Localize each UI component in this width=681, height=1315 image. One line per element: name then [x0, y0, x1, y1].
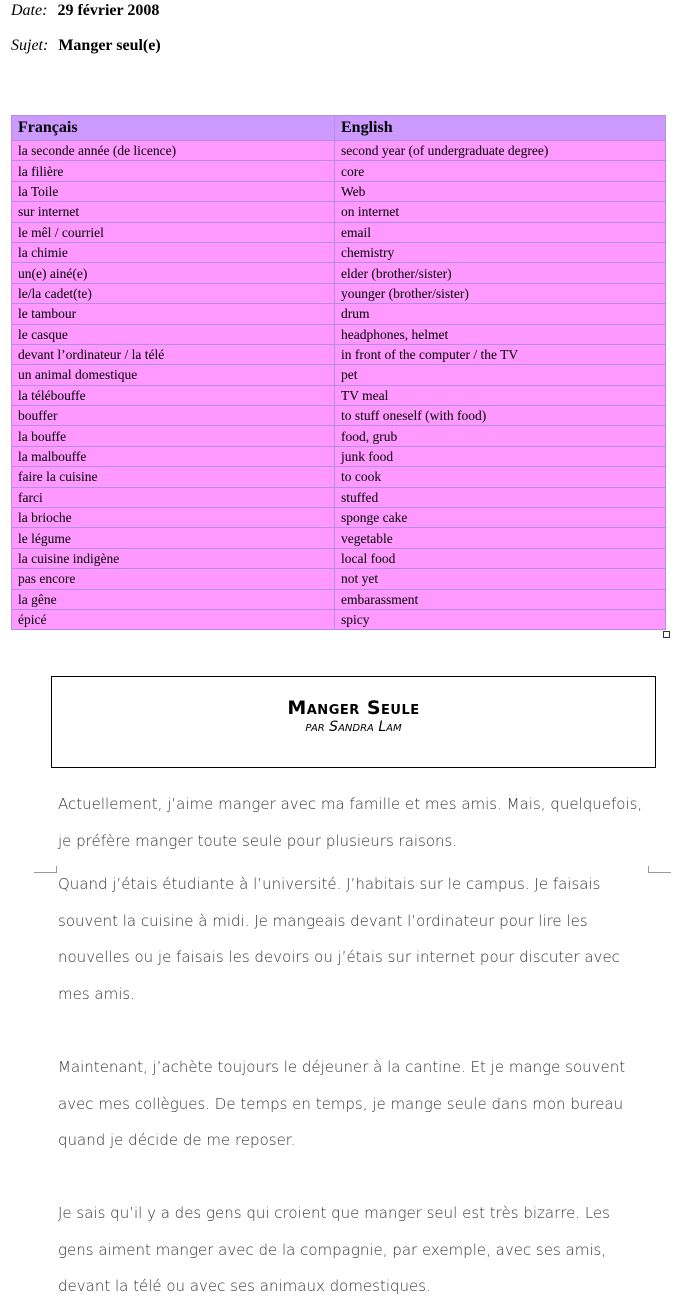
- table-cell-english: in front of the computer / the TV: [335, 344, 666, 364]
- subject-value: Manger seul(e): [58, 37, 161, 54]
- table-cell-english: second year (of undergraduate degree): [335, 141, 666, 161]
- article-paragraph: Je sais qu’il y a des gens qui croient que manger seul est très bizarre. Les gens aiment manger avec de la compagnie, par exemple, avec ses amis, devant la télé ou avec ses animaux domestiques.: [58, 1204, 610, 1296]
- page-margin-mark-right: [648, 866, 671, 873]
- table-row: [12, 141, 666, 161]
- table-row: [12, 548, 666, 568]
- subject-line: [11, 37, 161, 55]
- article-paragraph: Actuellement, j’aime manger avec ma famille et mes amis. Mais, quelquefois, je préfère manger toute seule pour plusieurs raisons.: [58, 795, 643, 850]
- table-cell-french: devant l’ordinateur / la télé: [12, 344, 335, 364]
- date-label: Date:: [11, 2, 48, 19]
- table-row: [12, 161, 666, 181]
- table-cell-french: sur internet: [12, 202, 335, 222]
- article-title: Manger Seule: [287, 697, 420, 719]
- table-row: [12, 508, 666, 528]
- table-cell-english: junk food: [335, 446, 666, 466]
- table-cell-english: Web: [335, 181, 666, 201]
- table-cell-english: not yet: [335, 569, 666, 589]
- table-row: [12, 365, 666, 385]
- table-cell-english: stuffed: [335, 487, 666, 507]
- table-cell-english: email: [335, 222, 666, 242]
- table-header-row: [12, 116, 666, 141]
- table-row: [12, 609, 666, 629]
- table-cell-english: core: [335, 161, 666, 181]
- date-line: [11, 2, 159, 20]
- table-cell-english: TV meal: [335, 385, 666, 405]
- table-cell-english: elder (brother/sister): [335, 263, 666, 283]
- table-row: [12, 304, 666, 324]
- table-cell-french: la cuisine indigène: [12, 548, 335, 568]
- table-cell-english: drum: [335, 304, 666, 324]
- table-cell-french: la Toile: [12, 181, 335, 201]
- table-row: [12, 242, 666, 262]
- table-cell-french: la chimie: [12, 242, 335, 262]
- table-cell-english: spicy: [335, 609, 666, 629]
- table-cell-french: bouffer: [12, 406, 335, 426]
- table-cell-french: le/la cadet(te): [12, 283, 335, 303]
- article-paragraph: Maintenant, j’achète toujours le déjeuner à la cantine. Et je mange souvent avec mes collègues. De temps en temps, je mange seule dans mon bureau quand je décide de me reposer.: [58, 1058, 626, 1150]
- table-row: [12, 569, 666, 589]
- table-cell-english: younger (brother/sister): [335, 283, 666, 303]
- table-row: [12, 589, 666, 609]
- table-cell-english: vegetable: [335, 528, 666, 548]
- table-cell-english: sponge cake: [335, 508, 666, 528]
- table-row: [12, 283, 666, 303]
- table-row: [12, 406, 666, 426]
- table-cell-french: pas encore: [12, 569, 335, 589]
- table-row: [12, 263, 666, 283]
- table-cell-french: la gêne: [12, 589, 335, 609]
- column-header-french: Français: [12, 116, 335, 141]
- table-cell-english: headphones, helmet: [335, 324, 666, 344]
- table-cell-english: to cook: [335, 467, 666, 487]
- table-cell-french: la seconde année (de licence): [12, 141, 335, 161]
- table-cell-english: chemistry: [335, 242, 666, 262]
- table-cell-french: la filière: [12, 161, 335, 181]
- table-cell-english: to stuff oneself (with food): [335, 406, 666, 426]
- table-row: [12, 487, 666, 507]
- table-row: [12, 467, 666, 487]
- table-cell-french: farci: [12, 487, 335, 507]
- table-cell-french: un animal domestique: [12, 365, 335, 385]
- table-row: [12, 426, 666, 446]
- table-cell-french: faire la cuisine: [12, 467, 335, 487]
- table-cell-english: on internet: [335, 202, 666, 222]
- table-cell-english: embarassment: [335, 589, 666, 609]
- table-row: [12, 181, 666, 201]
- table-row: [12, 385, 666, 405]
- table-row: [12, 446, 666, 466]
- subject-label: Sujet:: [11, 37, 49, 54]
- article-title-box: [51, 676, 656, 768]
- table-cell-french: épicé: [12, 609, 335, 629]
- vocabulary-table: [11, 115, 666, 630]
- table-cell-english: food, grub: [335, 426, 666, 446]
- column-header-english: English: [335, 116, 666, 141]
- table-row: [12, 222, 666, 242]
- table-row: [12, 202, 666, 222]
- vocabulary-table-body: [12, 141, 666, 630]
- page-margin-mark-left: [34, 866, 57, 873]
- table-cell-french: un(e) ainé(e): [12, 263, 335, 283]
- table-cell-french: le casque: [12, 324, 335, 344]
- date-value: 29 février 2008: [57, 2, 160, 19]
- table-cell-english: local food: [335, 548, 666, 568]
- table-cell-french: le mêl / courriel: [12, 222, 335, 242]
- table-row: [12, 528, 666, 548]
- table-resize-handle[interactable]: [663, 631, 670, 638]
- article-paragraph: Quand j’étais étudiante à l’université. J’habitais sur le campus. Je faisais souvent la cuisine à midi. Je mangeais devant l’ordinateur pour lire les nouvelles ou je faisais les devoirs ou j’étais sur internet pour discuter avec mes amis.: [58, 875, 620, 1003]
- table-cell-french: la bouffe: [12, 426, 335, 446]
- table-cell-french: le tambour: [12, 304, 335, 324]
- table-cell-french: la brioche: [12, 508, 335, 528]
- article-author: par Sandra Lam: [305, 719, 402, 735]
- table-row: [12, 344, 666, 364]
- table-cell-french: la malbouffe: [12, 446, 335, 466]
- table-cell-french: le légume: [12, 528, 335, 548]
- table-row: [12, 324, 666, 344]
- table-cell-english: pet: [335, 365, 666, 385]
- table-cell-french: la télébouffe: [12, 385, 335, 405]
